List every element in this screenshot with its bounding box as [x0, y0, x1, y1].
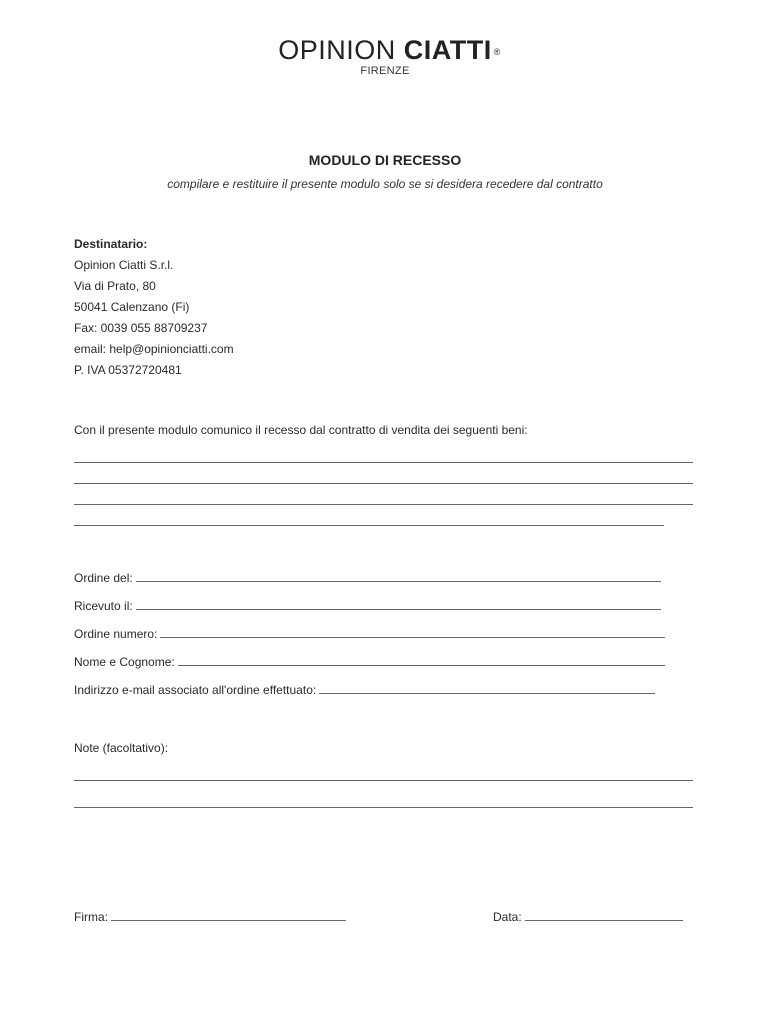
recipient-line: Via di Prato, 80 — [74, 279, 156, 293]
field-received-date-input[interactable] — [136, 599, 661, 610]
field-full-name-input[interactable] — [178, 655, 665, 666]
date-field — [493, 910, 683, 924]
recipient-line: email: help@opinionciatti.com — [74, 342, 234, 356]
form-subtitle: compilare e restituire il presente modulo solo se si desidera recedere dal contratto — [167, 177, 603, 191]
logo-registered-mark: ® — [493, 47, 501, 57]
logo-city: FIRENZE — [360, 65, 410, 77]
field-email — [74, 683, 655, 697]
company-logo — [0, 35, 770, 77]
field-order-number-label: Ordine numero: — [74, 627, 158, 641]
logo-wordmark — [278, 35, 501, 65]
field-full-name — [74, 655, 665, 669]
field-full-name-label: Nome e Cognome: — [74, 655, 175, 669]
logo-word-opinion: OPINION — [278, 35, 396, 65]
field-order-number — [74, 627, 665, 641]
recipient-line: Fax: 0039 055 88709237 — [74, 321, 208, 335]
recipient-line: 50041 Calenzano (Fi) — [74, 300, 190, 314]
signature-label: Firma: — [74, 910, 108, 924]
goods-line-2[interactable] — [74, 483, 693, 484]
field-email-input[interactable] — [319, 683, 655, 694]
recipient-line: Opinion Ciatti S.r.l. — [74, 258, 174, 272]
recipient-line: P. IVA 05372720481 — [74, 363, 182, 377]
date-input[interactable] — [525, 910, 683, 921]
recipient-block — [74, 234, 234, 381]
notes-line-1[interactable] — [74, 780, 693, 781]
field-order-date-label: Ordine del: — [74, 571, 133, 585]
field-order-date-input[interactable] — [136, 571, 661, 582]
recipient-label: Destinatario: — [74, 237, 148, 251]
notes-line-2[interactable] — [74, 807, 693, 808]
goods-line-4[interactable] — [74, 525, 664, 526]
field-order-date — [74, 571, 661, 585]
field-received-date — [74, 599, 661, 613]
intro-text: Con il presente modulo comunico il recesso dal contratto di vendita dei seguenti beni: — [74, 423, 528, 437]
field-received-date-label: Ricevuto il: — [74, 599, 133, 613]
date-label: Data: — [493, 910, 522, 924]
field-order-number-input[interactable] — [160, 627, 665, 638]
field-email-label: Indirizzo e-mail associato all'ordine effettuato: — [74, 683, 317, 697]
form-title: MODULO DI RECESSO — [308, 152, 462, 168]
signature-field — [74, 910, 346, 924]
goods-line-1[interactable] — [74, 462, 693, 463]
notes-label: Note (facoltativo): — [74, 741, 169, 755]
signature-input[interactable] — [111, 910, 346, 921]
goods-line-3[interactable] — [74, 504, 693, 505]
logo-word-ciatti: CIATTI — [403, 35, 492, 65]
